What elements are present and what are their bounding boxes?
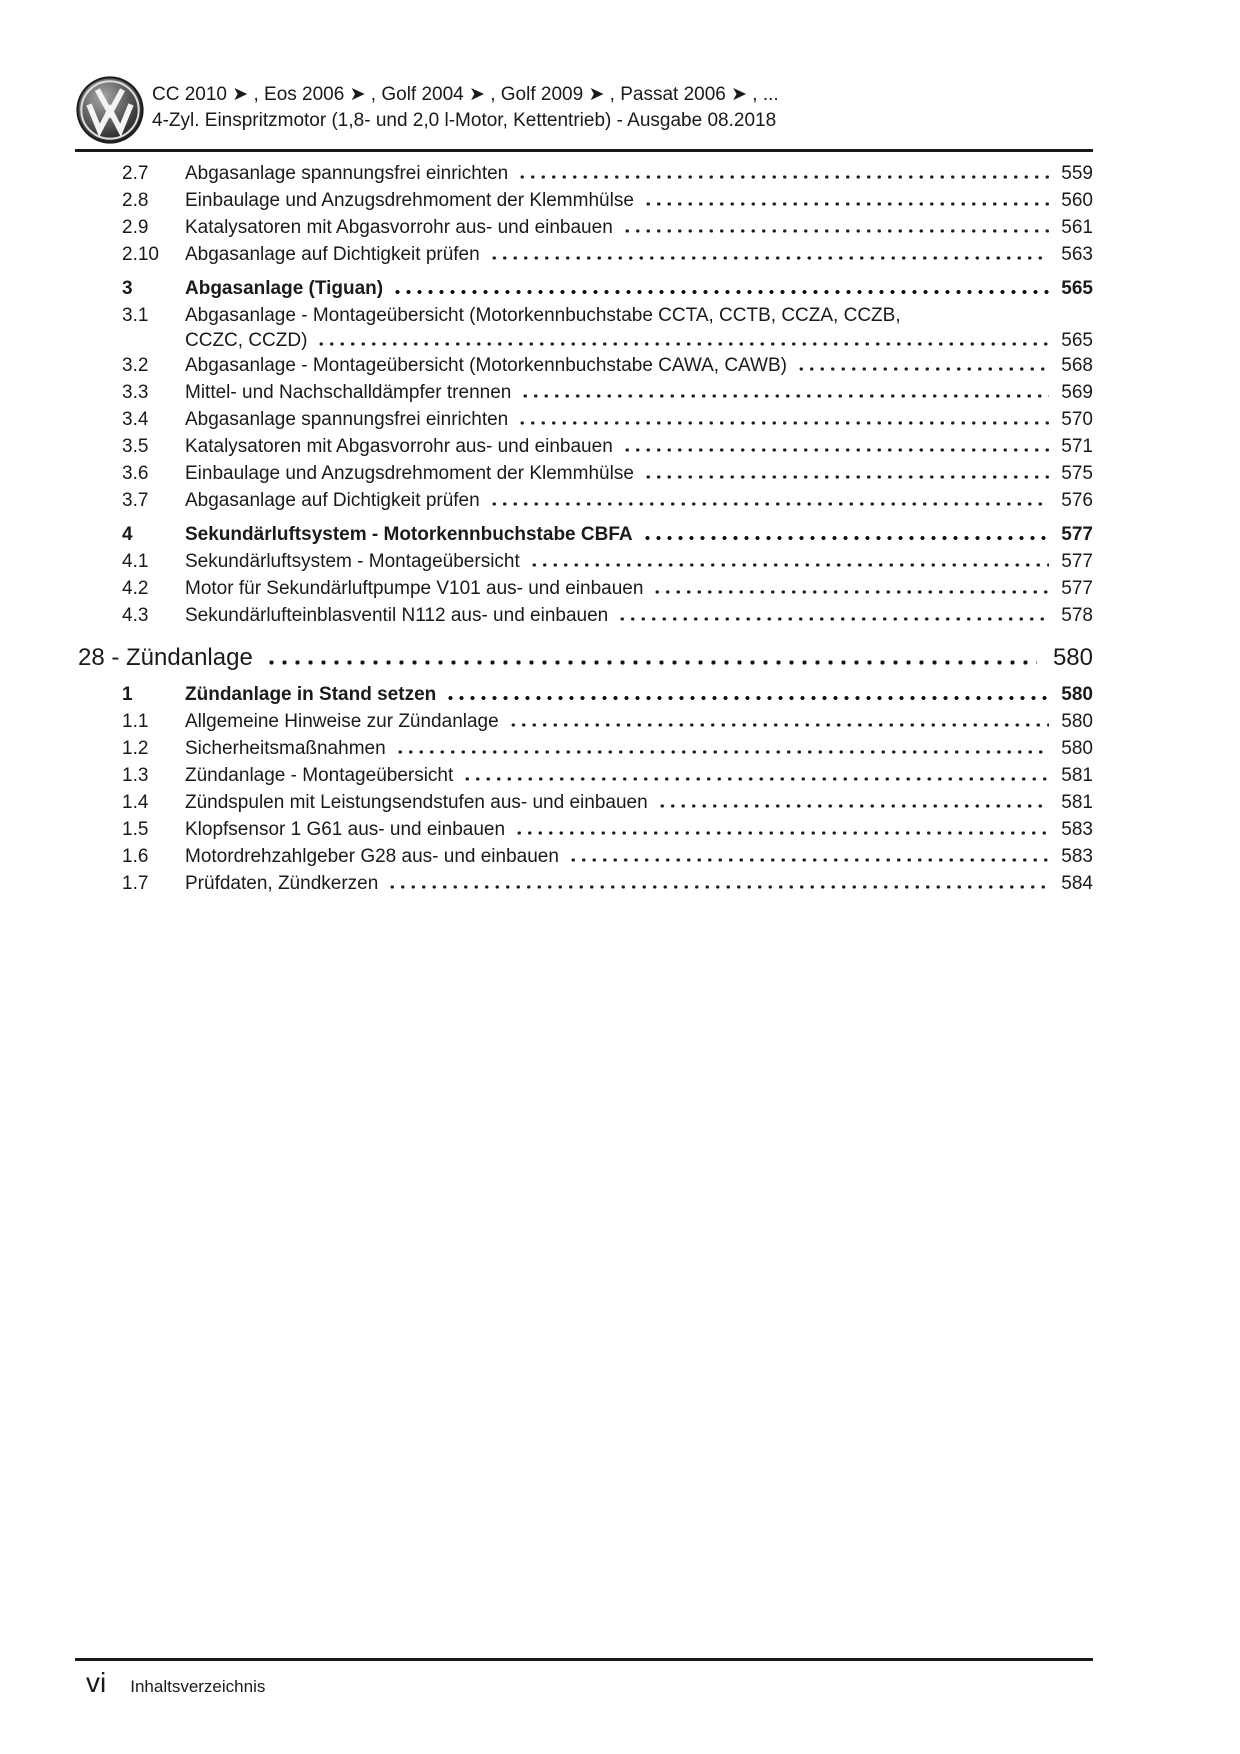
- toc-entry-title: Einbaulage und Anzugsdrehmoment der Klemmhülse: [185, 190, 634, 211]
- toc-entry-title: Katalysatoren mit Abgasvorrohr aus- und einbauen: [185, 217, 613, 238]
- toc-entry-page: 561: [1061, 217, 1093, 238]
- header-divider: [75, 149, 1093, 152]
- toc-entry-body: [185, 602, 1093, 629]
- toc-entry-title: Mittel- und Nachschalldämpfer trennen: [185, 382, 512, 403]
- toc-entry-page: 560: [1061, 190, 1093, 211]
- toc-entry-body: [185, 214, 1093, 241]
- toc-entry[interactable]: [78, 548, 1093, 575]
- toc-entry-number: 3.3: [122, 382, 149, 403]
- toc-entry-number: 1: [122, 684, 133, 705]
- toc-entry-title: Abgasanlage (Tiguan): [185, 278, 384, 299]
- page-footer: [86, 1666, 265, 1700]
- toc-entry-number: 2.10: [122, 244, 159, 265]
- toc-entry-title: Abgasanlage auf Dichtigkeit prüfen: [185, 244, 480, 265]
- dot-leader: [517, 421, 1049, 425]
- toc-entry-page: 580: [1061, 684, 1093, 705]
- toc-entry-body: [185, 275, 1093, 302]
- toc-entry-title: Abgasanlage spannungsfrei einrichten: [185, 409, 509, 430]
- toc-entry-page: 583: [1061, 846, 1093, 867]
- toc-entry[interactable]: [78, 816, 1093, 843]
- footer-section-label: Inhaltsverzeichnis: [130, 1677, 266, 1696]
- toc-entry-body: [185, 548, 1093, 575]
- toc-entry-number: 3.1: [122, 305, 149, 326]
- toc-entry-number: 1.7: [122, 873, 149, 894]
- toc-entry[interactable]: [78, 241, 1093, 268]
- toc-entry[interactable]: [78, 602, 1093, 629]
- toc-entry-body: [185, 460, 1093, 487]
- dot-leader: [643, 202, 1049, 206]
- toc-entry[interactable]: [78, 275, 1093, 302]
- toc-entry-title: Klopfsensor 1 G61 aus- und einbauen: [185, 819, 506, 840]
- dot-leader: [489, 502, 1049, 506]
- toc-entry-title: Zündanlage in Stand setzen: [185, 684, 437, 705]
- toc-entry-page: 570: [1061, 409, 1093, 430]
- toc-entry[interactable]: [78, 487, 1093, 514]
- toc-entry-body: [185, 735, 1093, 762]
- toc-entry-page: 577: [1061, 551, 1093, 572]
- toc-entry[interactable]: [78, 406, 1093, 433]
- toc-entry-number: 2.7: [122, 163, 149, 184]
- toc-entry[interactable]: [78, 379, 1093, 406]
- toc-entry-title: Motor für Sekundärluftpumpe V101 aus- und einbauen: [185, 578, 644, 599]
- toc-entry-number: 3.2: [122, 355, 149, 376]
- toc-entry-body: [185, 681, 1093, 708]
- toc-entry-number: 2.9: [122, 217, 149, 238]
- toc-chapter-title: 28 - Zündanlage: [78, 644, 253, 671]
- dot-leader: [520, 394, 1049, 398]
- toc-entry-page: 565: [1061, 330, 1093, 351]
- toc-entry-page: 576: [1061, 490, 1093, 511]
- dot-leader: [387, 885, 1049, 889]
- footer-page-number: vi: [86, 1667, 107, 1698]
- toc-entry-body: [185, 487, 1093, 514]
- dot-leader: [462, 777, 1049, 781]
- toc-entry-number: 1.6: [122, 846, 149, 867]
- dot-leader: [392, 290, 1049, 294]
- toc-entry-title: Sekundärluftsystem - Motorkennbuchstabe CBFA: [185, 524, 633, 545]
- toc-entry-number: 1.5: [122, 819, 149, 840]
- toc-entry-title: Sekundärlufteinblasventil N112 aus- und einbauen: [185, 605, 609, 626]
- toc-entry-body: [185, 302, 1093, 352]
- dot-leader: [657, 804, 1049, 808]
- toc-entry[interactable]: [78, 187, 1093, 214]
- toc-entry-body: [185, 575, 1093, 602]
- toc-entry-body: [185, 816, 1093, 843]
- toc-entry-page: 581: [1061, 765, 1093, 786]
- toc-entry-page: 580: [1061, 711, 1093, 732]
- toc-entry-title: Abgasanlage - Montageübersicht (Motorkennbuchstabe CCTA, CCTB, CCZA, CCZB,: [185, 305, 901, 326]
- header-subtitle-line: 4-Zyl. Einspritzmotor (1,8- und 2,0 l-Motor, Kettentrieb) - Ausgabe 08.2018: [152, 110, 777, 131]
- toc-entry-body: [185, 708, 1093, 735]
- toc-entry-body: [185, 870, 1093, 897]
- toc-entry-body: [185, 433, 1093, 460]
- dot-leader: [508, 723, 1049, 727]
- vw-logo-icon: [75, 75, 145, 145]
- dot-leader: [489, 256, 1049, 260]
- toc-entry-number: 3.7: [122, 490, 149, 511]
- toc-entry-number: 3.5: [122, 436, 149, 457]
- toc-entry-body: [185, 789, 1093, 816]
- toc-entry-page: 581: [1061, 792, 1093, 813]
- toc-entry-body: [185, 843, 1093, 870]
- toc-entry-page: 577: [1061, 578, 1093, 599]
- toc-entry[interactable]: [78, 214, 1093, 241]
- toc-entry[interactable]: [78, 843, 1093, 870]
- toc-entry-number: 3.4: [122, 409, 149, 430]
- toc-entry-title: Abgasanlage - Montageübersicht (Motorkennbuchstabe CAWA, CAWB): [185, 355, 787, 376]
- toc-entry-title: Zündanlage - Montageübersicht: [185, 765, 454, 786]
- toc-entry-body: [185, 521, 1093, 548]
- toc-entry-page: 569: [1061, 382, 1093, 403]
- toc-entry-number: 3: [122, 278, 133, 299]
- toc-entry-title: Sekundärluftsystem - Montageübersicht: [185, 551, 520, 572]
- dot-leader: [643, 475, 1049, 479]
- toc-entry-page: 565: [1061, 278, 1093, 299]
- dot-leader: [652, 590, 1049, 594]
- table-of-contents: [78, 160, 1093, 897]
- dot-leader: [517, 175, 1049, 179]
- toc-entry-number: 4: [122, 524, 133, 545]
- dot-leader: [642, 536, 1049, 540]
- toc-entry-page: 580: [1061, 738, 1093, 759]
- toc-entry-title-continued: CCZC, CCZD): [185, 330, 308, 351]
- toc-entry-body: [185, 241, 1093, 268]
- toc-chapter-heading[interactable]: [78, 641, 1093, 674]
- dot-leader: [622, 448, 1049, 452]
- toc-entry-title: Prüfdaten, Zündkerzen: [185, 873, 379, 894]
- toc-entry[interactable]: [78, 735, 1093, 762]
- dot-leader: [265, 660, 1037, 665]
- dot-leader: [529, 563, 1049, 567]
- footer-divider: [75, 1658, 1093, 1661]
- dot-leader: [316, 342, 1049, 346]
- toc-entry[interactable]: [78, 460, 1093, 487]
- toc-entry-page: 571: [1061, 436, 1093, 457]
- toc-entry-body: [185, 160, 1093, 187]
- toc-entry[interactable]: [78, 302, 1093, 352]
- toc-entry[interactable]: [78, 681, 1093, 708]
- dot-leader: [514, 831, 1049, 835]
- toc-chapter-page: 580: [1052, 644, 1093, 671]
- toc-entry-number: 1.1: [122, 711, 149, 732]
- toc-entry-page: 583: [1061, 819, 1093, 840]
- toc-entry-title: Zündspulen mit Leistungsendstufen aus- und einbauen: [185, 792, 648, 813]
- toc-entry-number: 4.1: [122, 551, 149, 572]
- toc-entry-title: Sicherheitsmaßnahmen: [185, 738, 386, 759]
- toc-entry-number: 3.6: [122, 463, 149, 484]
- toc-entry-title: Allgemeine Hinweise zur Zündanlage: [185, 711, 499, 732]
- toc-entry[interactable]: [78, 433, 1093, 460]
- toc-entry-body: [185, 187, 1093, 214]
- toc-entry[interactable]: [78, 708, 1093, 735]
- toc-entry[interactable]: [78, 762, 1093, 789]
- toc-entry[interactable]: [78, 521, 1093, 548]
- toc-entry[interactable]: [78, 870, 1093, 897]
- toc-entry-number: 2.8: [122, 190, 149, 211]
- toc-entry-body: [185, 406, 1093, 433]
- toc-entry-page: 568: [1061, 355, 1093, 376]
- dot-leader: [568, 858, 1049, 862]
- dot-leader: [622, 229, 1049, 233]
- toc-entry-body: [185, 762, 1093, 789]
- toc-entry[interactable]: [78, 575, 1093, 602]
- toc-entry-number: 1.4: [122, 792, 149, 813]
- toc-entry-title: Einbaulage und Anzugsdrehmoment der Klemmhülse: [185, 463, 634, 484]
- toc-entry[interactable]: [78, 789, 1093, 816]
- toc-entry-page: 575: [1061, 463, 1093, 484]
- dot-leader: [796, 367, 1049, 371]
- toc-entry[interactable]: [78, 160, 1093, 187]
- toc-entry-page: 563: [1061, 244, 1093, 265]
- toc-entry-number: 4.2: [122, 578, 149, 599]
- toc-entry-title: Abgasanlage auf Dichtigkeit prüfen: [185, 490, 480, 511]
- toc-entry-number: 1.2: [122, 738, 149, 759]
- toc-entry-page: 578: [1061, 605, 1093, 626]
- toc-entry-number: 1.3: [122, 765, 149, 786]
- dot-leader: [445, 696, 1049, 700]
- toc-entry-number: 4.3: [122, 605, 149, 626]
- toc-entry-body: [185, 352, 1093, 379]
- toc-entry-body: [185, 379, 1093, 406]
- dot-leader: [395, 750, 1049, 754]
- toc-entry-title: Motordrehzahlgeber G28 aus- und einbauen: [185, 846, 559, 867]
- dot-leader: [617, 617, 1049, 621]
- toc-entry[interactable]: [78, 352, 1093, 379]
- toc-entry-page: 577: [1061, 524, 1093, 545]
- header-models-line: CC 2010 ➤ , Eos 2006 ➤ , Golf 2004 ➤ , Golf 2009 ➤ , Passat 2006 ➤ , ...: [152, 84, 779, 105]
- toc-entry-title: Katalysatoren mit Abgasvorrohr aus- und einbauen: [185, 436, 613, 457]
- toc-entry-page: 559: [1061, 163, 1093, 184]
- toc-entry-page: 584: [1061, 873, 1093, 894]
- toc-entry-title: Abgasanlage spannungsfrei einrichten: [185, 163, 509, 184]
